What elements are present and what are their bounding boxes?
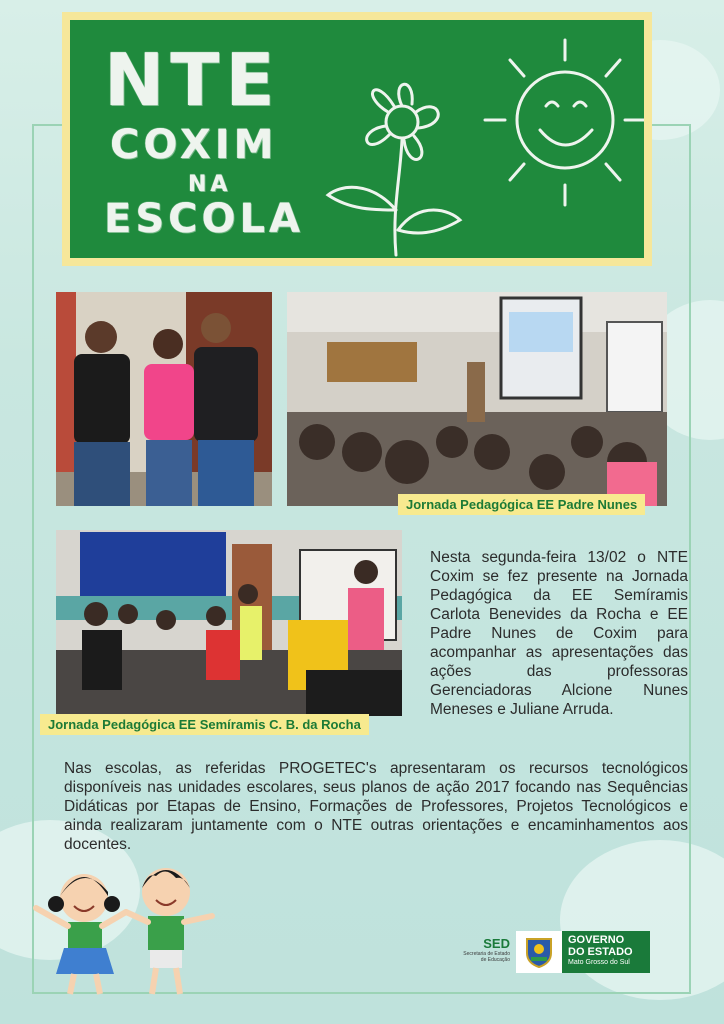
- government-logo-text: [562, 931, 650, 973]
- title-nte: NTE: [104, 38, 281, 122]
- title-escola: ESCOLA: [104, 196, 304, 242]
- gov-line-3: Mato Grosso do Sul: [568, 959, 630, 966]
- frame-right: [689, 124, 691, 994]
- news-paragraph-2: Nas escolas, as referidas PROGETEC's apresentaram os recursos tecnológicos disponíveis nas unidades escolares, seus planos de ação 2017 focando nas Sequências Didáticas por Etapas de Ensino, Formações de Professores, Projetos Tecnológicos e ainda realizaram juntamente com o NTE outras orientações e encaminhamentos aos docentes.: [64, 760, 688, 853]
- photo-padre-nunes-classroom: [287, 292, 667, 506]
- sed-logo-title: SED: [483, 936, 510, 951]
- chalkboard-header: [62, 12, 652, 266]
- sed-logo-subtitle-2: de Educação: [480, 957, 510, 963]
- state-coat-of-arms-icon: [516, 931, 562, 973]
- photo-semiramis-classroom: [56, 530, 402, 716]
- background-cloud: [560, 840, 724, 1000]
- sed-logo: [444, 936, 510, 963]
- government-logo: [516, 931, 650, 973]
- frame-top-right: [652, 124, 691, 126]
- smiling-sun-drawing: [480, 30, 644, 210]
- caption-semiramis: Jornada Pedagógica EE Semíramis C. B. da Rocha: [40, 714, 369, 735]
- sed-logo-subtitle-1: Secretaria de Estado: [463, 951, 510, 957]
- photo-group-portrait: [56, 292, 272, 506]
- title-coxim: COXIM: [110, 122, 278, 168]
- title-na: NA: [188, 172, 232, 197]
- gov-line-2: DO ESTADO: [568, 946, 633, 958]
- gov-line-1: GOVERNO: [568, 934, 625, 946]
- flower-drawing: [320, 60, 470, 258]
- children-illustration: [26, 862, 226, 1002]
- frame-top-left: [32, 124, 64, 126]
- caption-padre-nunes: Jornada Pedagógica EE Padre Nunes: [398, 494, 645, 515]
- news-paragraph-1: Nesta segunda-feira 13/02 o NTE Coxim se fez presente na Jornada Pedagógica da EE Semíramis Carlota Benevides da Rocha e EE Padre Nunes de Coxim para acompanhar as apresentações das ações das professoras Gerenciadoras Alcione Nunes Meneses e Juliane Arruda.: [430, 549, 688, 718]
